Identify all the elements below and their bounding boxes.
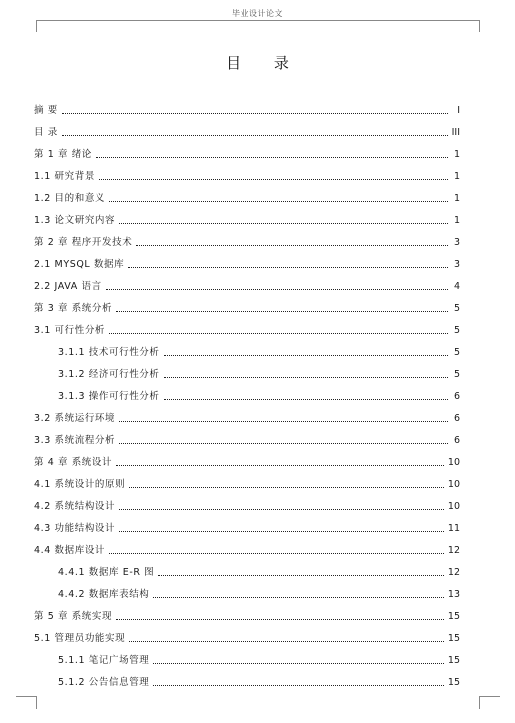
toc-dot-leader (136, 244, 448, 246)
toc-entry-label: 3.1.3 操作可行性分析 (58, 391, 160, 402)
running-header: 毕业设计论文 (232, 9, 283, 18)
toc-entry[interactable] (34, 601, 460, 623)
crop-mark-bottom-left (16, 696, 37, 709)
toc-entry-page: 12 (447, 567, 460, 578)
toc-entry-label: 2.1 MYSQL 数据库 (34, 259, 125, 270)
toc-entry-label: 3.1.1 技术可行性分析 (58, 347, 160, 358)
toc-entry[interactable] (34, 249, 460, 271)
toc-entry[interactable] (34, 359, 460, 381)
toc-entry-page: 10 (447, 501, 460, 512)
toc-entry-label: 2.2 JAVA 语言 (34, 281, 102, 292)
toc-entry[interactable] (34, 667, 460, 689)
toc-entry[interactable] (34, 293, 460, 315)
toc-entry[interactable] (34, 425, 460, 447)
toc-entry-page: 1 (453, 193, 460, 204)
crop-mark-bottom-right (479, 696, 500, 709)
toc-dot-leader (129, 640, 444, 642)
toc-entry-page: 15 (447, 611, 460, 622)
toc-dot-leader (106, 288, 448, 290)
toc-entry-page: 15 (447, 655, 460, 666)
toc-entry-page: 12 (447, 545, 460, 556)
crop-mark-top-left (16, 20, 37, 32)
toc-dot-leader (116, 618, 444, 620)
toc-entry[interactable] (34, 95, 460, 117)
toc-entry[interactable] (34, 491, 460, 513)
toc-entry[interactable] (34, 139, 460, 161)
toc-dot-leader (158, 574, 444, 576)
toc-entry-page: 13 (447, 589, 460, 600)
toc-entry[interactable] (34, 227, 460, 249)
toc-dot-leader (96, 156, 448, 158)
toc-entry[interactable] (34, 315, 460, 337)
toc-entry-page: 10 (447, 457, 460, 468)
toc-entry-label: 5.1.1 笔记广场管理 (58, 655, 150, 666)
toc-entry[interactable] (34, 271, 460, 293)
toc-entry[interactable] (34, 557, 460, 579)
toc-entry-page: III (451, 127, 460, 138)
toc-entry[interactable] (34, 645, 460, 667)
toc-entry-label: 4.2 系统结构设计 (34, 501, 116, 512)
toc-dot-leader (119, 222, 448, 224)
toc-dot-leader (153, 596, 444, 598)
toc-entry-label: 3.2 系统运行环境 (34, 413, 116, 424)
toc-entry[interactable] (34, 205, 460, 227)
toc-entry-page: 5 (453, 325, 460, 336)
toc-entry-label: 5.1.2 公告信息管理 (58, 677, 150, 688)
toc-entry-page: 11 (447, 523, 460, 534)
toc-dot-leader (153, 662, 444, 664)
toc-dot-leader (164, 376, 449, 378)
toc-entry-page: 1 (453, 171, 460, 182)
toc-dot-leader (119, 420, 448, 422)
toc-entry[interactable] (34, 381, 460, 403)
toc-entry-label: 第 2 章 程序开发技术 (34, 237, 133, 248)
toc-entry[interactable] (34, 447, 460, 469)
toc-entry-label: 第 4 章 系统设计 (34, 457, 113, 468)
toc-entry-label: 第 5 章 系统实现 (34, 611, 113, 622)
toc-entry-page: 15 (447, 633, 460, 644)
toc-entry-label: 目 录 (34, 127, 58, 138)
toc-entry-page: 5 (453, 369, 460, 380)
toc-entry[interactable] (34, 469, 460, 491)
toc-entry-page: 15 (447, 677, 460, 688)
toc-dot-leader (164, 398, 449, 400)
toc-entry-page: 3 (453, 237, 460, 248)
toc-title: 目 录 (226, 54, 303, 72)
toc-entry-page: 5 (453, 347, 460, 358)
toc-entry-label: 第 3 章 系统分析 (34, 303, 113, 314)
toc-dot-leader (119, 508, 444, 510)
toc-dot-leader (128, 266, 448, 268)
toc-entry-page: 3 (453, 259, 460, 270)
toc-dot-leader (116, 464, 444, 466)
toc-dot-leader (99, 178, 448, 180)
toc-entry-label: 1.3 论文研究内容 (34, 215, 116, 226)
toc-entry[interactable] (34, 403, 460, 425)
toc-dot-leader (129, 486, 444, 488)
toc-entry-label: 5.1 管理员功能实现 (34, 633, 126, 644)
toc-entry-label: 4.4.2 数据库表结构 (58, 589, 150, 600)
toc-entry-page: I (457, 105, 460, 116)
toc-entry-label: 3.3 系统流程分析 (34, 435, 116, 446)
toc-entry-label: 4.4 数据库设计 (34, 545, 106, 556)
toc-entry-label: 1.1 研究背景 (34, 171, 95, 182)
toc-entry-page: 6 (453, 391, 460, 402)
toc-entry[interactable] (34, 513, 460, 535)
toc-dot-leader (119, 530, 444, 532)
toc-entry[interactable] (34, 161, 460, 183)
toc-entry[interactable] (34, 117, 460, 139)
toc-dot-leader (119, 442, 448, 444)
toc-dot-leader (153, 684, 444, 686)
toc-entry-page: 4 (453, 281, 460, 292)
toc-entry-label: 4.3 功能结构设计 (34, 523, 116, 534)
toc-dot-leader (109, 552, 444, 554)
toc-entry-page: 5 (453, 303, 460, 314)
toc-entry-page: 10 (447, 479, 460, 490)
header-rule (36, 20, 479, 21)
toc-dot-leader (62, 134, 448, 136)
toc-entry-label: 3.1 可行性分析 (34, 325, 106, 336)
toc-entry-label: 4.4.1 数据库 E-R 图 (58, 567, 155, 578)
toc-entry-label: 第 1 章 绪论 (34, 149, 92, 160)
crop-mark-top-right (479, 20, 500, 32)
toc-entry-page: 1 (453, 215, 460, 226)
toc-dot-leader (109, 200, 448, 202)
toc-entry[interactable] (34, 337, 460, 359)
toc-entry-page: 6 (453, 435, 460, 446)
toc-entry[interactable] (34, 579, 460, 601)
toc-dot-leader (116, 310, 448, 312)
toc-dot-leader (164, 354, 449, 356)
toc-entry-page: 1 (453, 149, 460, 160)
toc-entry-label: 4.1 系统设计的原则 (34, 479, 126, 490)
toc-entry[interactable] (34, 623, 460, 645)
toc-entry-label: 摘 要 (34, 105, 58, 116)
toc-entry-page: 6 (453, 413, 460, 424)
toc-dot-leader (109, 332, 448, 334)
toc-entry[interactable] (34, 183, 460, 205)
toc-entry-label: 1.2 目的和意义 (34, 193, 106, 204)
toc-entry[interactable] (34, 535, 460, 557)
toc-entry-label: 3.1.2 经济可行性分析 (58, 369, 160, 380)
toc-dot-leader (62, 112, 448, 114)
toc-list (34, 95, 460, 689)
